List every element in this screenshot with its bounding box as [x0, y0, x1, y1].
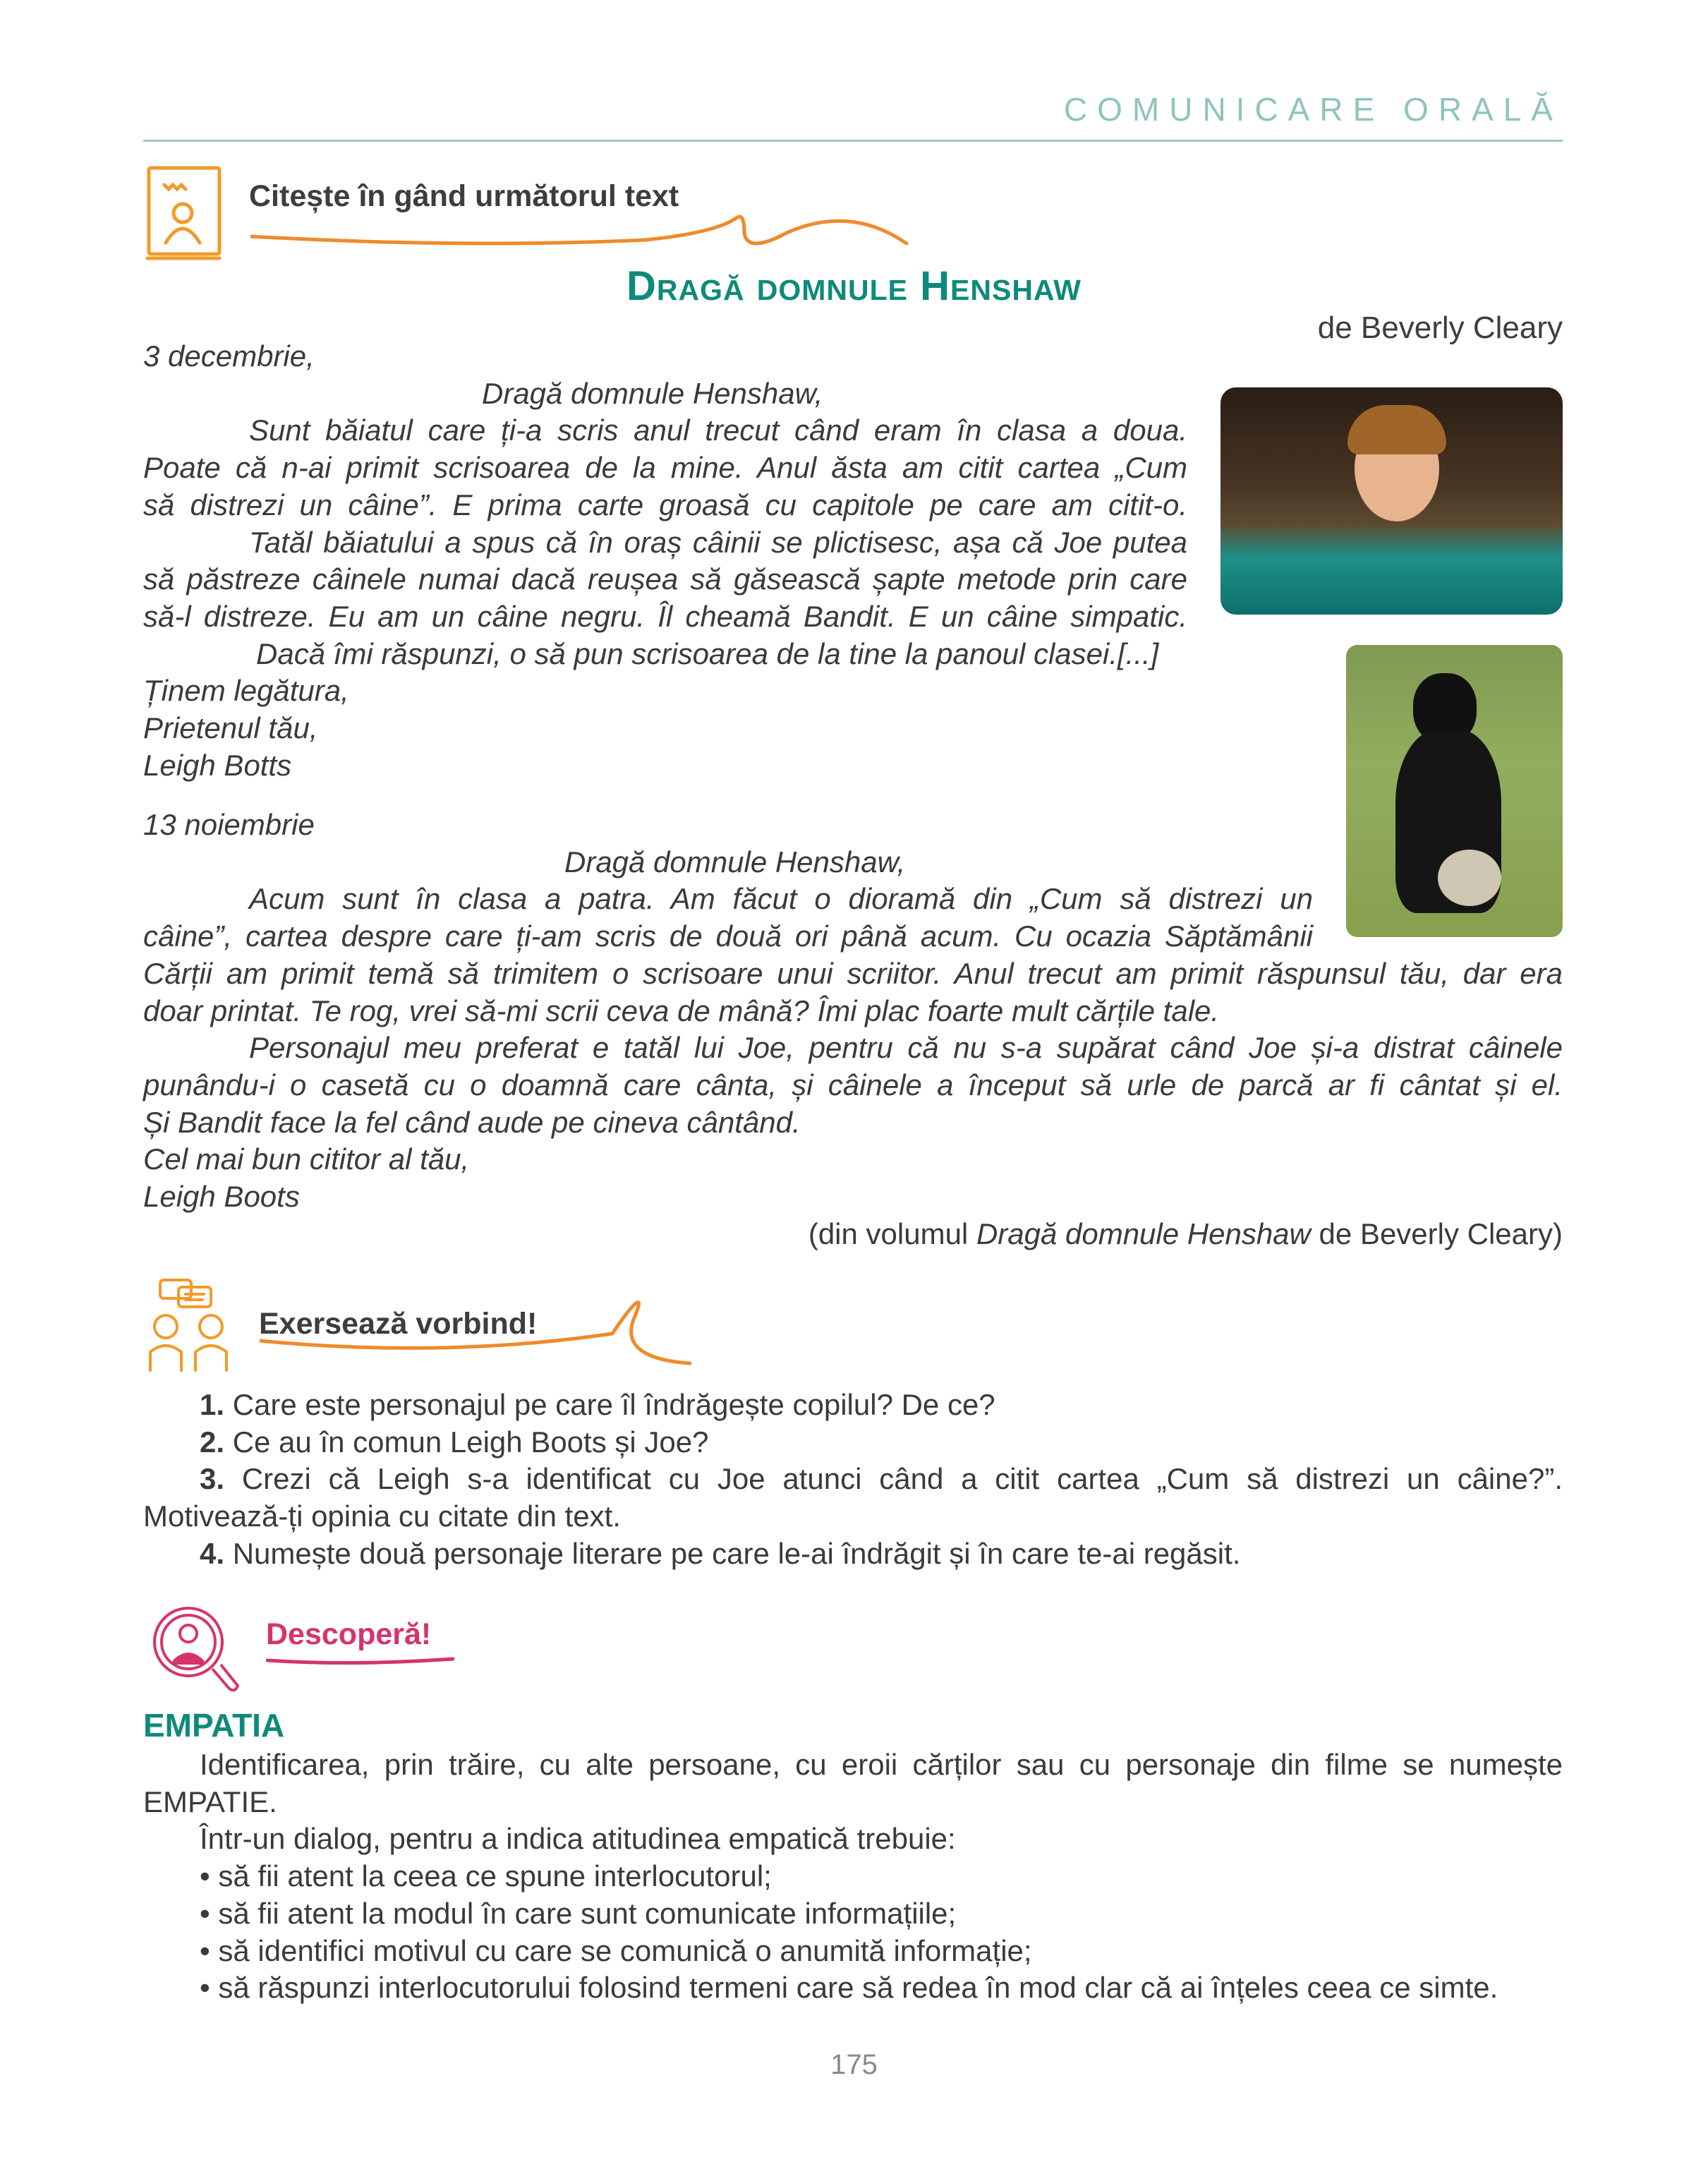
letter-line: Dragă domnule Henshaw, [564, 845, 906, 879]
letter-line: 13 noiembrie [143, 808, 315, 841]
letter-line: Tatăl băiatului a spus că în oraș câinii se plictisesc, așa că Joe putea [249, 526, 1187, 559]
black-dog-photo [1346, 645, 1563, 937]
story-title: Dragă domnule Henshaw [626, 263, 1082, 309]
question-number: 4. [200, 1536, 225, 1570]
story-author: de Beverly Cleary [1317, 310, 1563, 345]
letter-line: Personajul meu preferat e tatăl lui Joe, pentru că nu s-a supărat când Joe și-a distrat câinele [249, 1031, 1563, 1065]
decorative-underline [250, 212, 914, 254]
letter-line: Și Bandit face la fel când aude pe cineva cântând. [143, 1105, 801, 1139]
magnifier-person-icon [150, 1604, 239, 1694]
letter-line: Dragă domnule Henshaw, [482, 377, 823, 410]
concept-line: • să fii atent la modul în care sunt comunicate informațiile; [200, 1896, 957, 1930]
source-suffix: de Beverly Cleary) [1310, 1217, 1563, 1250]
discover-heading: Descoperă! [266, 1617, 432, 1651]
letter-line: Cel mai bun cititor al tău, [143, 1142, 470, 1176]
decorative-underline [266, 1655, 456, 1669]
letter-line: doar printat. Te rog, vrei să-mi scrii ceva de mână? Îmi plac foarte mult cărțile tale. [143, 994, 1220, 1027]
question-text: Numește două personaje literare pe care le-ai îndrăgit și în care te-ai regăsit. [224, 1536, 1241, 1570]
letter-line: punându-i o casetă cu o doamnă care cânta, și câinele a început să urle de parcă ar fi cântat și el. [143, 1068, 1563, 1101]
question-text: Ce au în comun Leigh Boots și Joe? [224, 1425, 709, 1459]
header-divider [143, 140, 1563, 142]
read-instruction-heading: Citește în gând următorul text [249, 179, 679, 213]
letter-line: să distrezi un câine”. E prima carte groasă cu capitole pe care am citit-o. [143, 488, 1187, 521]
question-text: Crezi că Leigh s-a identificat cu Joe atunci când a citit cartea „Cum să distrezi un câine?”. [224, 1462, 1563, 1496]
speaking-people-icon [146, 1276, 236, 1373]
question-item [200, 1423, 708, 1461]
concept-line: EMPATIE. [143, 1785, 277, 1818]
question-text: Care este personajul pe care îl îndrăgește copilul? De ce? [224, 1388, 995, 1421]
letter-line: Poate că n-ai primit scrisoarea de la mine. Anul ăsta am citit cartea „Cum [143, 451, 1187, 484]
letter-line: să-l distreze. Eu am un câine negru. Îl cheamă Bandit. E un câine simpatic. [143, 600, 1187, 633]
book-reader-icon [145, 164, 224, 264]
section-label: COMUNICARE ORALĂ [1063, 91, 1563, 128]
question-number: 3. [200, 1462, 225, 1496]
question-number: 1. [200, 1388, 225, 1421]
letter-line: Dacă îmi răspunzi, o să pun scrisoarea de la tine la panoul clasei.[...] [256, 637, 1159, 670]
letter-line: Ținem legătura, [143, 674, 349, 707]
letter-line: Sunt băiatul care ți-a scris anul trecut când eram în clasa a doua. [249, 414, 1187, 447]
question-item [200, 1460, 1563, 1497]
letter-line: 3 decembrie, [143, 339, 315, 373]
letter-line: Cărții am primit temă să trimitem o scrisoare unui scriitor. Anul trecut am primit răspunsul tău, dar era [143, 956, 1563, 990]
question-item [200, 1535, 1240, 1572]
source-citation [635, 1215, 1563, 1252]
letter-line: Prietenul tău, [143, 711, 318, 744]
letter-line: câine”, cartea despre care ți-am scris de două ori până acum. Cu ocazia Săptămânii [143, 919, 1313, 953]
letter-line: Leigh Boots [143, 1180, 300, 1213]
concept-title: EMPATIA [143, 1707, 285, 1744]
decorative-underline [260, 1298, 697, 1372]
source-book-title: Dragă domnule Henshaw [976, 1217, 1311, 1250]
letter-line: să păstreze câinele numai dacă reușea să găsească șapte metode prin care [143, 562, 1187, 596]
source-prefix: (din volumul [808, 1217, 976, 1250]
question-item [143, 1497, 621, 1535]
question-text: Motivează-ți opinia cu citate din text. [143, 1499, 622, 1533]
concept-line: • să răspunzi interlocutorului folosind termeni care să redea în mod clar că ai înțeles ceea ce simte. [200, 1971, 1498, 2005]
concept-line: Identificarea, prin trăire, cu alte persoane, cu eroii cărților sau cu personaje din filme se numește [200, 1748, 1563, 1781]
letter-line: Leigh Botts [143, 749, 292, 782]
concept-line: Într-un dialog, pentru a indica atitudinea empatică trebuie: [200, 1822, 956, 1856]
concept-line: • să fii atent la ceea ce spune interlocutorul; [200, 1859, 772, 1893]
page-number: 175 [830, 2049, 878, 2080]
practice-heading: Exersează vorbind! [259, 1307, 538, 1341]
question-item [200, 1386, 995, 1423]
concept-line: • să identifici motivul cu care se comunică o anumită informație; [200, 1933, 1032, 1967]
boy-photo [1221, 387, 1563, 615]
question-number: 2. [200, 1425, 225, 1459]
letter-line: Acum sunt în clasa a patra. Am făcut o dioramă din „Cum să distrezi un [249, 882, 1313, 916]
